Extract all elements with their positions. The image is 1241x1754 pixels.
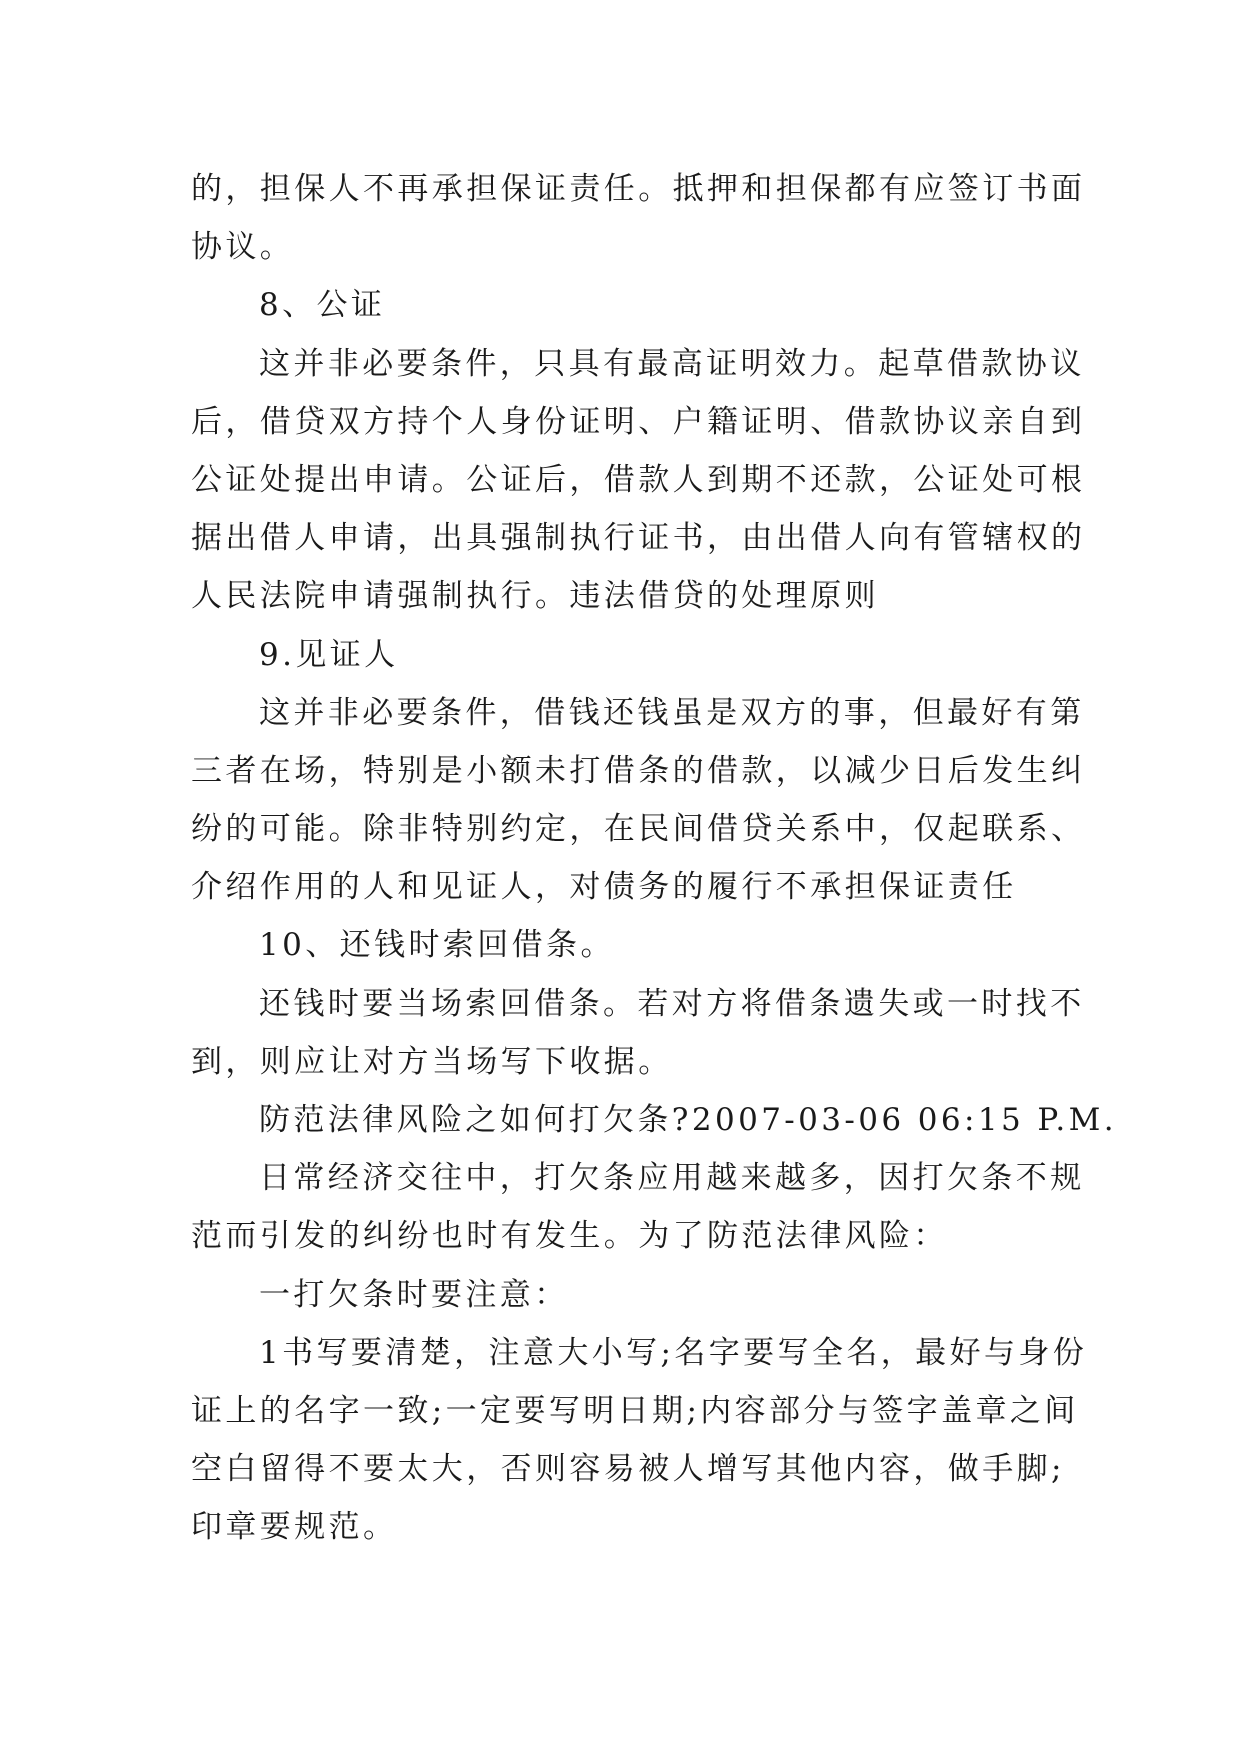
text-line: 这并非必要条件，借钱还钱虽是双方的事，但最好有第 bbox=[259, 694, 1085, 731]
text-line: 范而引发的纠纷也时有发生。为了防范法律风险： bbox=[191, 1218, 948, 1255]
text-line: 10、还钱时索回借条。 bbox=[259, 927, 615, 964]
text-line: 空白留得不要太大，否则容易被人增写其他内容，做手脚; bbox=[191, 1451, 1065, 1488]
text-line: 据出借人申请，出具强制执行证书，由出借人向有管辖权的 bbox=[191, 520, 1086, 557]
text-line: 9.见证人 bbox=[259, 636, 399, 673]
text-line: 防范法律风险之如何打欠条?2007-03-06 06:15 P.M. bbox=[259, 1102, 1118, 1138]
document-body bbox=[191, 160, 1118, 1557]
text-line: 1书写要清楚，注意大小写;名字要写全名，最好与身份 bbox=[259, 1334, 1088, 1371]
text-line: 8、公证 bbox=[259, 287, 386, 324]
text-line: 人民法院申请强制执行。违法借贷的处理原则 bbox=[191, 578, 879, 615]
text-line: 协议。 bbox=[191, 229, 295, 266]
text-line: 纷的可能。除非特别约定，在民间借贷关系中，仅起联系、 bbox=[191, 811, 1086, 848]
text-line: 一打欠条时要注意： bbox=[259, 1276, 569, 1313]
text-line: 的，担保人不再承担保证责任。抵押和担保都有应签订书面 bbox=[191, 171, 1086, 207]
text-line: 证上的名字一致;一定要写明日期;内容部分与签字盖章之间 bbox=[191, 1392, 1079, 1429]
text-line: 三者在场，特别是小额未打借条的借款，以减少日后发生纠 bbox=[191, 752, 1086, 789]
text-line: 还钱时要当场索回借条。若对方将借条遗失或一时找不 bbox=[259, 985, 1085, 1022]
text-line: 到，则应让对方当场写下收据。 bbox=[191, 1043, 673, 1080]
text-line: 公证处提出申请。公证后，借款人到期不还款，公证处可根 bbox=[191, 461, 1086, 498]
text-line: 介绍作用的人和见证人，对债务的履行不承担保证责任 bbox=[191, 869, 1017, 906]
text-line: 后，借贷双方持个人身份证明、户籍证明、借款协议亲自到 bbox=[191, 403, 1086, 440]
text-line: 日常经济交往中，打欠条应用越来越多，因打欠条不规 bbox=[259, 1160, 1085, 1197]
text-line: 印章要规范。 bbox=[191, 1509, 398, 1546]
text-line: 这并非必要条件，只具有最高证明效力。起草借款协议 bbox=[259, 345, 1085, 382]
